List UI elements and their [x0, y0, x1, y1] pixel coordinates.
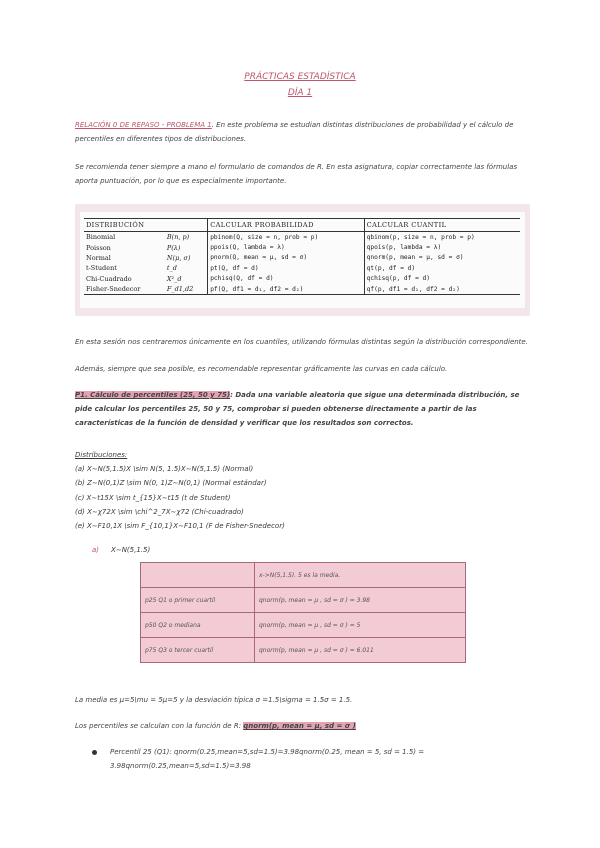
table-row: [84, 242, 520, 252]
cell-value: qnorm(p, mean = μ , sd = σ ) = 3.98: [255, 588, 466, 613]
distributions-label: Distribuciones:: [75, 451, 128, 459]
cell-value: qnorm(p, mean = μ , sd = σ ) = 6.011: [255, 638, 466, 663]
list-item: (a) X∼N(5,1.5)X \sim N(5, 1.5)X∼N(5,1.5) (Normal): [75, 465, 254, 474]
note-formulario: Se recomienda tener siempre a mano el formulario de comandos de R. En esta asignatura, copiar correctamente las fórmulas aporta puntuación, por lo que es especialmente importante.: [75, 163, 518, 185]
intro-text: . En este problema se estudian distintas distribuciones de probabilidad y el cálculo de percentiles en diferentes tipos de distribuciones.: [75, 121, 514, 143]
percentile-text: Los percentiles se calculan con la función de R:: [75, 722, 244, 730]
table-row: [141, 563, 466, 588]
note-graficas: Además, siempre que sea posible, es recomendable representar gráficamente las curvas en cada cálculo.: [75, 365, 448, 373]
prob-formula: pf(Q, df1 = d₁, df2 = d₂): [208, 284, 364, 295]
table-row: [141, 638, 466, 663]
header-cuantil: CALCULAR CUANTIL: [364, 219, 520, 232]
p1-paragraph: [75, 388, 530, 430]
dist-symbol: N(μ, σ): [166, 253, 191, 262]
dist-symbol: F_d1,d2: [165, 284, 208, 295]
dist-name: Chi-Cuadrado: [86, 274, 132, 283]
intro-paragraph: [75, 118, 530, 146]
dist-name: Fisher-Snedecor: [84, 284, 165, 295]
cell-label: [141, 563, 255, 588]
page-title: PRÁCTICAS ESTADÍSTICA: [244, 72, 356, 82]
header-probabilidad: CALCULAR PROBABILIDAD: [208, 219, 364, 232]
prob-formula: pnorm(Q, mean = μ, sd = σ): [208, 253, 364, 263]
dist-symbol: P(λ): [166, 243, 181, 252]
prob-formula: ppois(Q, lambda = λ): [208, 242, 364, 252]
dist-name: Poisson: [86, 243, 111, 252]
part-a-label: X∼N(5,1.5): [111, 546, 151, 554]
dist-symbol: X²_d: [166, 274, 182, 283]
dist-name: Binomial: [86, 233, 116, 242]
quant-formula: qchisq(p, df = d): [364, 274, 520, 284]
part-a-letter: a): [92, 546, 100, 554]
page-subtitle: DÍA 1: [287, 88, 313, 98]
cell-value: x->N(5,1.5). 5 es la media.: [255, 563, 466, 588]
prob-formula: pbinom(Q, size = n, prob = p): [208, 232, 364, 243]
percentile-function: qnorm(p, mean = μ, sd = σ ): [243, 722, 356, 730]
bullet-icon: [92, 750, 97, 755]
percentile-paragraph: [75, 719, 530, 733]
list-item: (e) X∼F10,1X \sim F_{10,1}X∼F10,1 (F de Fisher-Snedecor): [75, 522, 285, 531]
quant-formula: qpois(p, lambda = λ): [364, 242, 520, 252]
cell-label: p75 Q3 o tercer cuartil: [141, 638, 255, 663]
distribution-table: [84, 218, 520, 295]
cell-label: p25 Q1 o primer cuartil: [141, 588, 255, 613]
table-row: [84, 274, 520, 284]
bullet-text: Percentil 25 (Q1): qnorm(0.25,mean=5,sd=1.5)=3.98qnorm(0.25, mean = 5, sd = 1.5) = 3.98qnorm(0.25,mean=5,sd=1.5)=3.98: [110, 748, 425, 770]
list-item: (c) X∼t15X \sim t_{15}X∼t15 (t de Student): [75, 493, 231, 502]
distribution-table-image: [75, 204, 530, 316]
distribution-list: [75, 448, 530, 533]
part-a-header: [92, 546, 150, 554]
intro-heading: RELACIÓN 0 DE REPASO - PROBLEMA 1: [75, 121, 212, 129]
prob-formula: pchisq(Q, df = d): [208, 274, 364, 284]
header-distribucion: DISTRIBUCIÓN: [84, 219, 208, 232]
table-row: [84, 253, 520, 263]
p1-heading: P1. Cálculo de percentiles (25, 50 y 75): [75, 391, 231, 399]
cell-label: p50 Q2 o mediana: [141, 613, 255, 638]
quant-formula: qt(p, df = d): [364, 263, 520, 273]
media-text: La media es μ=5\mu = 5μ=5 y la desviación típica σ =1.5\sigma = 1.5σ = 1.5.: [75, 696, 353, 704]
quant-formula: qbinom(p, size = n, prob = p): [364, 232, 520, 243]
note-cuantiles: En esta sesión nos centraremos únicamente en los cuantiles, utilizando fórmulas distintas según la distribución correspondiente.: [75, 338, 528, 346]
list-item: (d) X∼χ72X \sim \chi^2_7X∼χ72 (Chi-cuadrado): [75, 507, 244, 516]
table-row: [141, 613, 466, 638]
table-row: [141, 588, 466, 613]
table-row: [84, 263, 520, 273]
prob-formula: pt(Q, df = d): [208, 263, 364, 273]
list-item: (b) Z∼N(0,1)Z \sim N(0, 1)Z∼N(0,1) (Normal estándar): [75, 479, 267, 488]
table-row: [84, 284, 520, 295]
quant-formula: qf(p, df1 = d₁, df2 = d₂): [364, 284, 520, 295]
dist-name: t-Student: [86, 264, 117, 273]
dist-symbol: B(n, p): [166, 233, 190, 242]
cell-value: qnorm(p, mean = μ , sd = σ ) = 5: [255, 613, 466, 638]
quant-formula: qnorm(p, mean = μ, sd = σ): [364, 253, 520, 263]
table-row: [84, 232, 520, 243]
dist-symbol: t_d: [166, 264, 177, 273]
percentile-table: [140, 562, 466, 663]
p1-text: : Dada una variable aleatoria que sigue una determinada distribución, se pide calcular los percentiles 25, 50 y 75, comprobar si pueden obtenerse directamente a partir de las características de la función de densidad y verificar que los resultados son correctos.: [75, 391, 520, 427]
dist-name: Normal: [86, 253, 111, 262]
